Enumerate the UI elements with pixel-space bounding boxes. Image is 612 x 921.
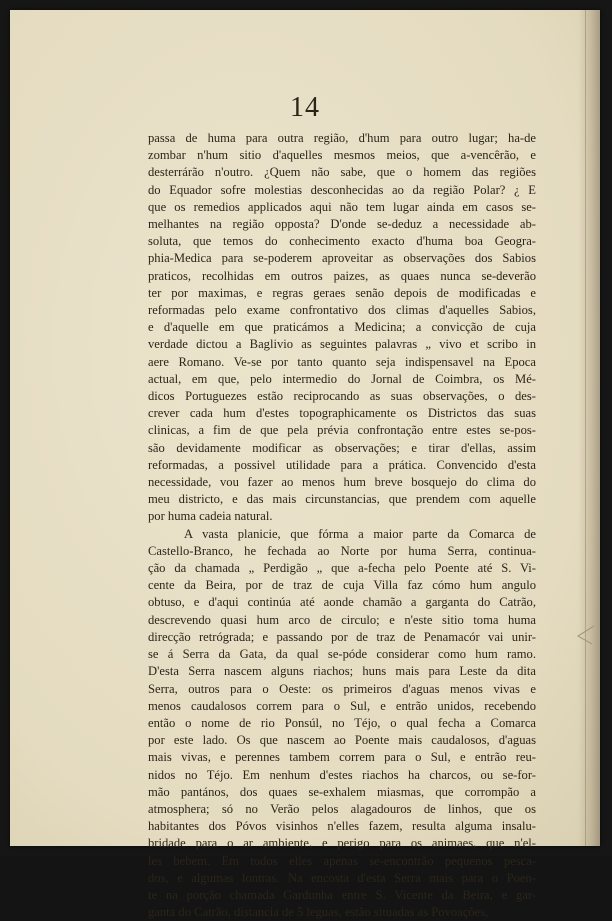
text-line: meu districto, e das mais circunstancias, que prendem com aquelle: [148, 492, 536, 507]
text-line: Castello-Branco, he fechada ao Norte por huma Serra, continua-: [148, 543, 536, 558]
text-line: dos, e algumas lontras. Na encosta d'esta Serra mais para o Poen-: [148, 870, 536, 885]
text-line: por huma cadeia natural.: [148, 509, 273, 524]
text-line: cente da Beira, por de traz de cuja Villa faz cómo hum angulo: [148, 578, 536, 593]
text-line: se á Serra da Gata, da qual se-póde considerar como hum ramo.: [148, 647, 536, 662]
text-line: são devidamente modificar as observações; e tirar d'ellas, assim: [148, 440, 536, 455]
page-fold-line: [585, 10, 586, 846]
text-line: nidos no Téjo. Em nenhum d'estes riachos ha charcos, ou se-for-: [148, 767, 536, 782]
text-line: mão pantános, dos quaes se-exhalem miasmas, que corrompão a: [148, 784, 536, 799]
margin-pencil-mark: [572, 622, 596, 646]
text-line: ção da chamada „ Perdigão „ que a-fecha pelo Poente até S. Vi-: [148, 561, 536, 576]
text-line: clinicas, a fim de que pela prévia confrontação entre estes se-pos-: [148, 423, 536, 438]
page-edge-shadow: [578, 10, 600, 846]
text-line: reformadas pelo exame confrontativo dos climas d'aquelles Sabios,: [148, 303, 536, 318]
text-line: crever cada hum d'estes topographicamente os Districtos das suas: [148, 406, 536, 421]
text-line: soluta, que temos do conhecimento exacto d'huma boa Geogra-: [148, 234, 536, 249]
text-line: te na porção chamada Gardunha entre S. Vicente da Beira, e gar-: [148, 887, 536, 902]
text-line: A vasta planicie, que fórma a maior parte da Comarca de: [184, 526, 536, 541]
text-line: aere Romano. Ve-se por tanto quanto seja indispensavel na Epoca: [148, 354, 536, 369]
text-line: passa de huma para outra região, d'hum para outro lugar; ha-de: [148, 131, 536, 145]
text-line: necessidade, vou fazer ao menos hum breve bosquejo do clima do: [148, 475, 536, 490]
text-line: e d'aquelle em que praticámos a Medicina; a convicção de cuja: [148, 320, 536, 335]
text-line: menos caudalosos correm para o Sul, e entrão unidos, recebendo: [148, 698, 536, 713]
text-line: dicos Portuguezes estão reciprocando as suas observações, o des-: [148, 389, 536, 404]
text-line: que os remedios applicados aqui não tem lugar ainda em casos se-: [148, 199, 536, 214]
text-line: habitantes dos Póvos visinhos n'elles fazem, resulta alguma insalu-: [148, 819, 536, 834]
body-text: [148, 130, 536, 921]
text-line: verdade dictou a Baglivio as seguintes palavras „ vivo et scribo in: [148, 337, 536, 352]
text-line: mais vivas, e perennes tambem correm para o Sul, e entrão reu-: [148, 750, 536, 765]
text-line: ter por maximas, e regras geraes senão depois de modificadas e: [148, 285, 536, 300]
text-line: Serra, outros para o Oeste: os primeiros d'aguas menos vivas e: [148, 681, 536, 696]
page-number: 14: [290, 92, 320, 123]
text-line: por este lado. Os que nascem ao Poente mais caudalosos, d'aguas: [148, 733, 536, 748]
text-line: atmosphera; só no Verão pelos alagadouros de linhos, que os: [148, 801, 536, 816]
text-line: ganta do Catrão, distancia de 5 leguas, estão situadas as Povoações,: [148, 905, 489, 920]
text-line: direcção retrógrada; e passando por de traz de Penamacór vai unir-: [148, 629, 536, 644]
text-line: melhantes na região opposta? D'onde se-deduz a necessidade ab-: [148, 217, 536, 232]
book-page: [10, 10, 600, 920]
text-line: então o nome de rio Ponsúl, no Téjo, o qual fecha a Comarca: [148, 715, 536, 730]
text-line: desterrárão n'outro. ¿Quem não sabe, que o homem das regiões: [148, 165, 536, 180]
text-line: descrevendo quasi hum arco de circulo; e n'este sitio toma huma: [148, 612, 536, 627]
text-line: obtuso, e d'aqui continúa até aonde chamão a garganta do Catrão,: [148, 595, 536, 610]
text-line: do Equador sofre molestias desconhecidas ao da região Polar? ¿ E: [148, 182, 536, 197]
text-line: reformadas, a possivel utilidade para a prática. Convencido d'esta: [148, 457, 536, 472]
text-line: les bebem. Em todos elles apenas se-encontrão pequenos pesca-: [148, 853, 536, 868]
text-line: D'esta Serra nascem alguns riachos; huns mais para Leste da dita: [148, 664, 536, 679]
text-line: praticos, recolhidas em outros paizes, as quaes nunca se-deverão: [148, 268, 536, 283]
text-line: bridade para o ar ambiente, e perigo para os animaes, que n'el-: [148, 836, 536, 851]
text-line: actual, em que, pelo intermedio do Jornal de Coimbra, os Mé-: [148, 371, 536, 386]
text-line: phia-Medica para se-poderem aproveitar as observações dos Sabios: [148, 251, 536, 266]
text-line: zombar n'hum sitio d'aquelles mesmos meios, que a-vencêrão, e: [148, 148, 536, 163]
